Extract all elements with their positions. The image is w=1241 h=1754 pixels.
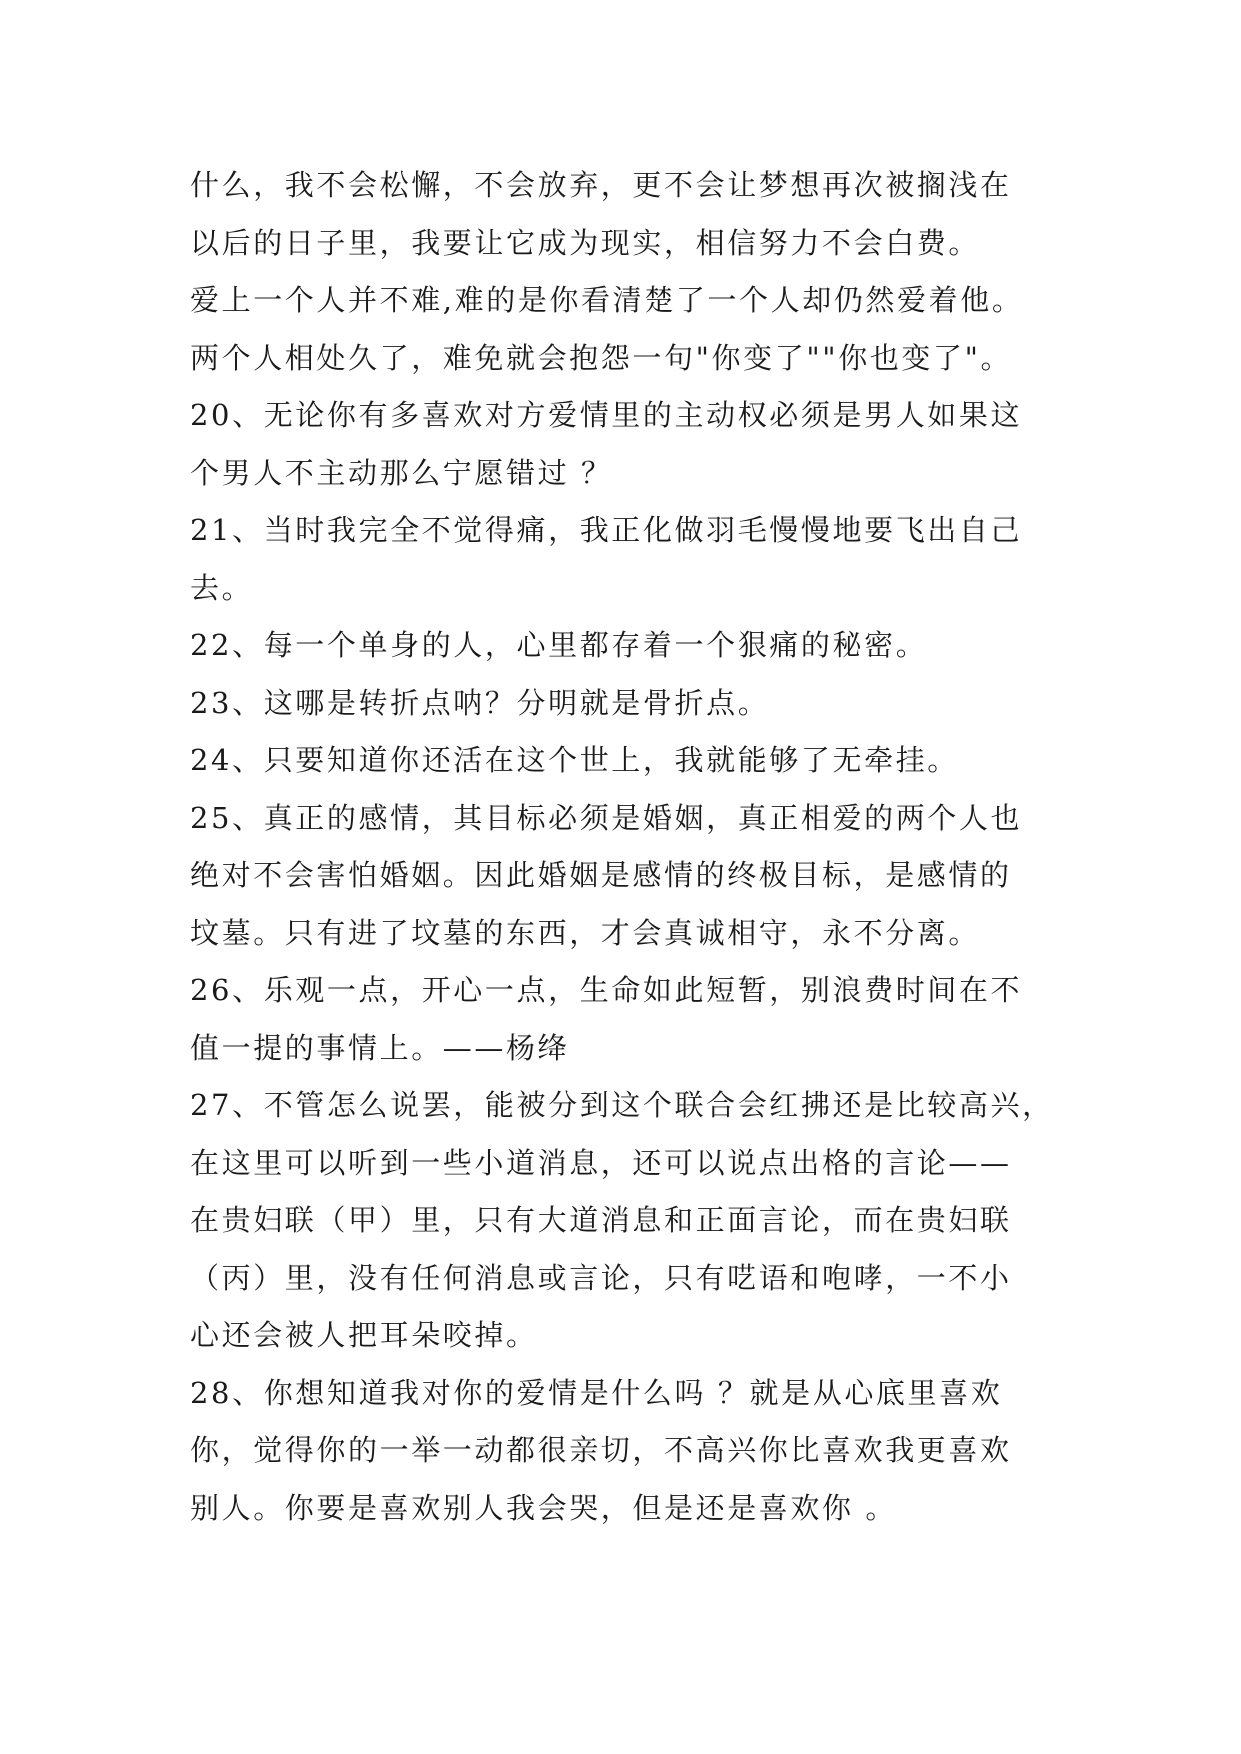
text-line: 在这里可以听到一些小道消息，还可以说点出格的言论——	[190, 1145, 1012, 1180]
text-line: 爱上一个人并不难,难的是你看清楚了一个人却仍然爱着他。	[190, 283, 1024, 317]
text-line: 24、只要知道你还活在这个世上，我就能够了无牵挂。	[190, 743, 959, 777]
text-line: 别人。你要是喜欢别人我会哭，但是还是喜欢你 。	[190, 1490, 898, 1525]
text-line: 以后的日子里，我要让它成为现实，相信努力不会白费。	[190, 225, 981, 260]
text-line: 绝对不会害怕婚姻。因此婚姻是感情的终极目标，是感情的	[190, 858, 1012, 892]
text-line: 心还会被人把耳朵咬掉。	[190, 1318, 538, 1352]
text-line: 20、无论你有多喜欢对方爱情里的主动权必须是男人如果这	[190, 398, 1023, 432]
text-line: 两个人相处久了，难免就会抱怨一句"你变了""你也变了"。	[190, 340, 1013, 375]
text-line: 26、乐观一点，开心一点，生命如此短暂，别浪费时间在不	[190, 973, 1023, 1007]
text-line: 什么，我不会松懈，不会放弃，更不会让梦想再次被搁浅在	[190, 168, 1012, 202]
text-line: 你，觉得你的一举一动都很亲切，不高兴你比喜欢我更喜欢	[190, 1433, 1012, 1467]
text-line: 21、当时我完全不觉得痛，我正化做羽毛慢慢地要飞出自己	[190, 513, 1023, 547]
text-line: 23、这哪是转折点呐？分明就是骨折点。	[190, 685, 770, 720]
text-line: （丙）里，没有任何消息或言论，只有呓语和咆哮，一不小	[190, 1260, 1012, 1295]
text-line: 坟墓。只有进了坟墓的东西，才会真诚相守，永不分离。	[190, 915, 981, 950]
text-line: 个男人不主动那么宁愿错过 ？	[190, 455, 613, 490]
text-line: 28、你想知道我对你的爱情是什么吗 ？就是从心底里喜欢	[190, 1375, 1003, 1410]
text-line: 27、不管怎么说罢，能被分到这个联合会红拂还是比较高兴，	[190, 1088, 1054, 1122]
text-line: 值一提的事情上。——杨绛	[190, 1030, 570, 1065]
text-line: 22、每一个单身的人，心里都存着一个狠痛的秘密。	[190, 628, 928, 662]
text-line: 25、真正的感情，其目标必须是婚姻，真正相爱的两个人也	[190, 800, 1023, 835]
body-text	[190, 157, 1090, 1537]
text-line: 去。	[190, 570, 254, 605]
text-line: 在贵妇联（甲）里，只有大道消息和正面言论，而在贵妇联	[190, 1203, 1012, 1237]
